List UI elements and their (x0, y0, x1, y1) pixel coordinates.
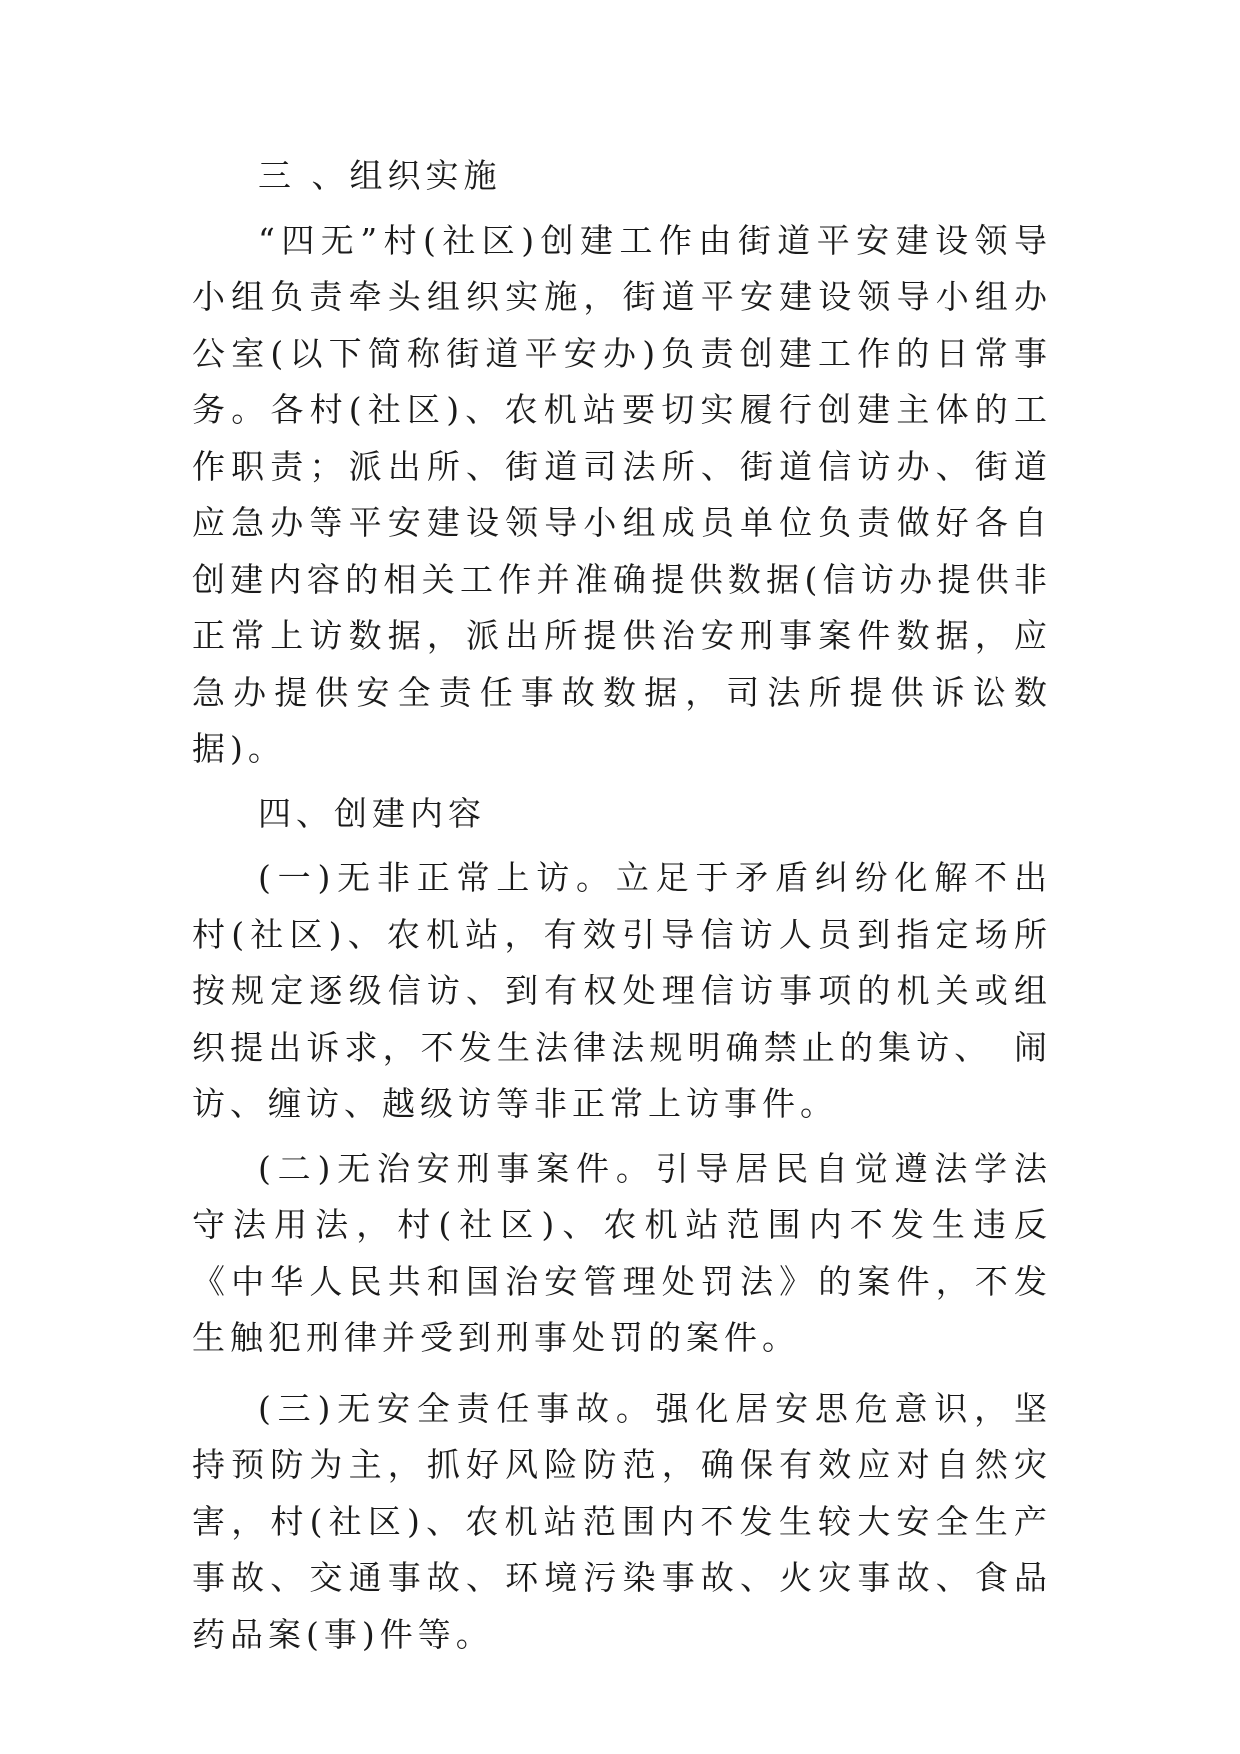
paragraph-no-safety-accidents: (三)无安全责任事故。强化居安思危意识，坚持预防为主，抓好风险防范，确保有效应对自然灾害，村(社区)、农机站范围内不发生较大安全生产事故、交通事故、环境污染事故、火灾事故、食品药品案(事)件等。 (192, 1388, 1052, 1654)
spacer (192, 1133, 1052, 1141)
paragraph-no-abnormal-petition: (一)无非正常上访。立足于矛盾纠纷化解不出村(社区)、农机站，有效引导信访人员到指定场所按规定逐级信访、到有权处理信访事项的机关或组织提出诉求，不发生法律法规明确禁止的集访、 闹访、缠访、越级访等非正常上访事件。 (192, 858, 1052, 1123)
spacer (192, 842, 1052, 850)
spacer (192, 778, 1052, 786)
document-body (192, 148, 1052, 1663)
paragraph-no-criminal-cases: (二)无治安刑事案件。引导居民自觉遵法学法守法用法，村(社区)、农机站范围内不发生违反《中华人民共和国治安管理处罚法》的案件，不发生触犯刑律并受到刑事处罚的案件。 (192, 1148, 1052, 1357)
section-heading-content: 四、创建内容 (258, 793, 486, 833)
paragraph-organization: “四无”村(社区)创建工作由街道平安建设领导小组负责牵头组织实施，街道平安建设领导小组办公室(以下简称街道平安办)负责创建工作的日常事务。各村(社区)、农机站要切实履行创建主体的工作职责；派出所、街道司法所、街道信访办、街道应急办等平安建设领导小组成员单位负责做好各自创建内容的相关工作并准确提供数据(信访办提供非正常上访数据，派出所提供治安刑事案件数据，应急办提供安全责任事故数据，司法所提供诉讼数据)。 (192, 220, 1052, 768)
spacer (192, 1367, 1052, 1381)
spacer (192, 205, 1052, 213)
section-heading-organization: 三 、组织实施 (258, 156, 502, 195)
